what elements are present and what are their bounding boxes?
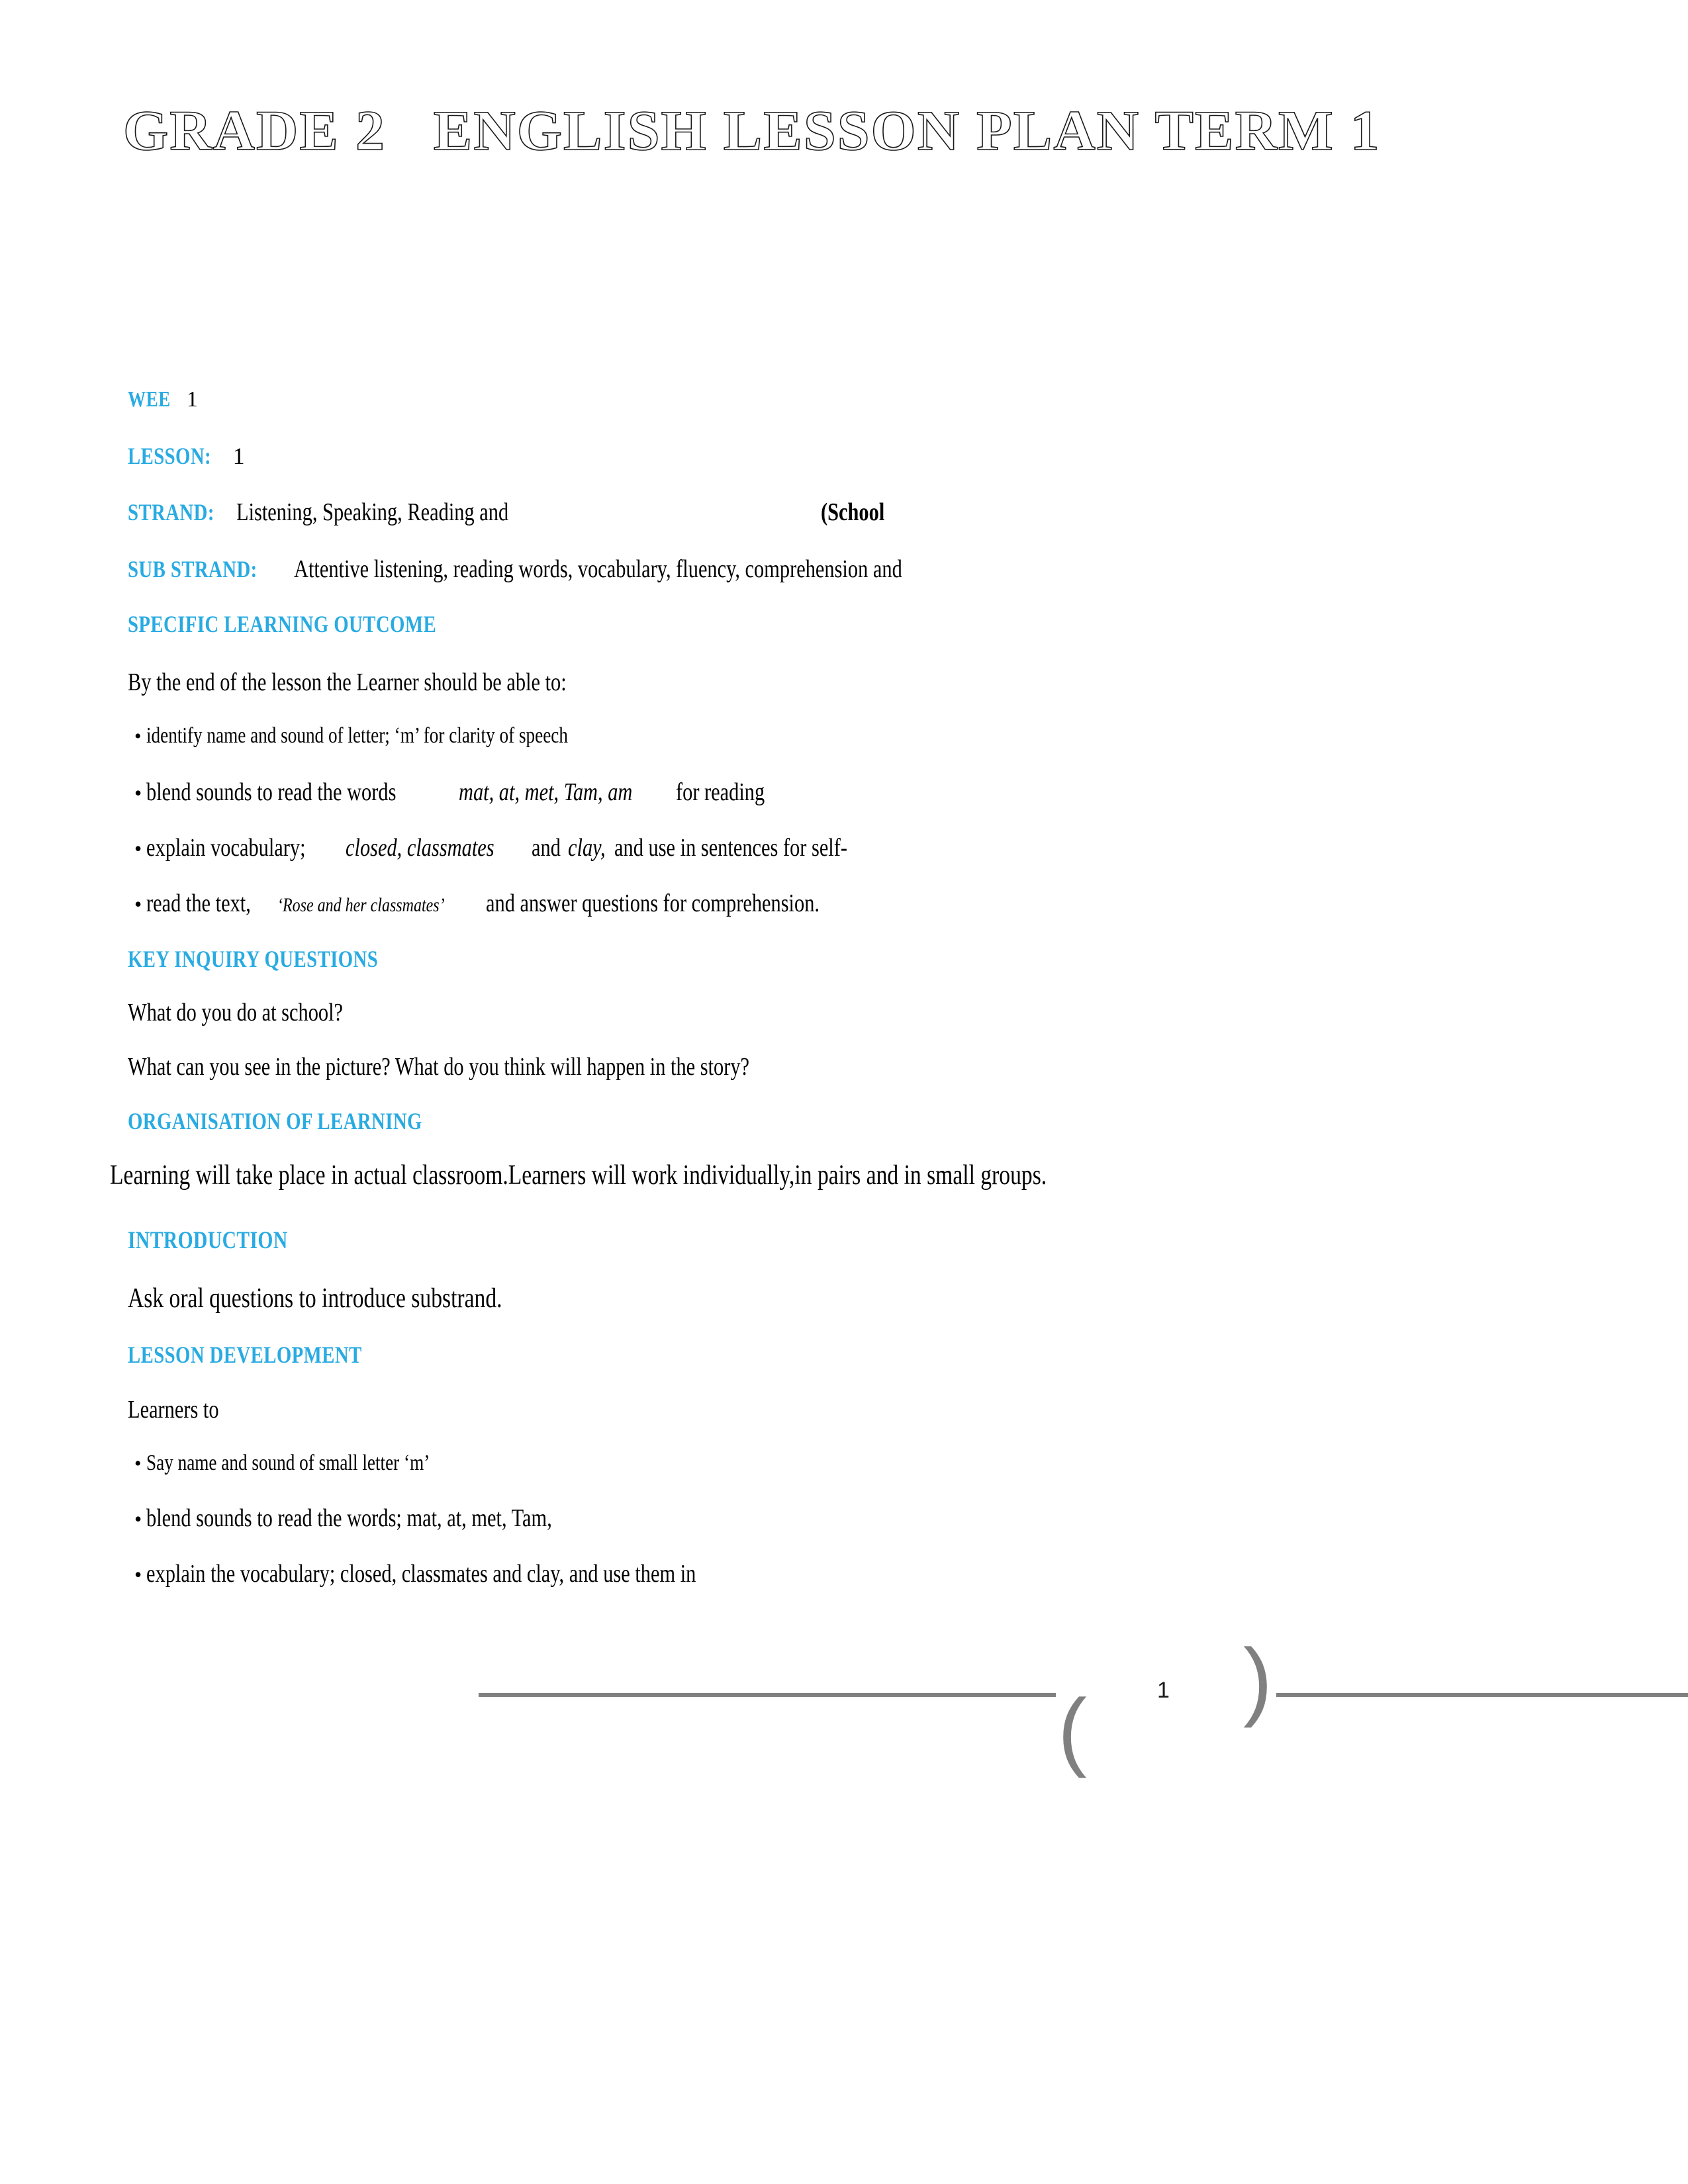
page-number: 1 (1157, 1678, 1170, 1703)
lesson-development-bullet-3 (134, 1559, 833, 1588)
substrand-value: Attentive listening, reading words, vocabulary, fluency, comprehension and (293, 555, 902, 583)
strand-row (128, 498, 576, 527)
strand-paren-row (821, 498, 900, 527)
outcome-bullet-3-part-2: closed, classmates (345, 834, 494, 862)
outcome-intro (128, 668, 676, 697)
lesson-development-bullet-1-text: Say name and sound of small letter ‘m’ (146, 1451, 430, 1475)
outcome-intro-text: By the end of the lesson the Learner should be able to: (128, 668, 567, 696)
specific-learning-outcome-label: SPECIFIC LEARNING OUTCOME (128, 611, 437, 637)
bullet-dot-icon: • (134, 1507, 142, 1531)
substrand-row (128, 555, 1054, 584)
lesson-development-bullet-3-text: explain the vocabulary; closed, classmates and clay, and use them in (146, 1560, 696, 1588)
outcome-bullet-3-part-4: clay, (567, 834, 606, 862)
key-inquiry-label: KEY INQUIRY QUESTIONS (128, 946, 379, 972)
organisation-label: ORGANISATION OF LEARNING (128, 1108, 422, 1134)
lesson-value: 1 (232, 443, 245, 469)
outcome-bullet-2-part-3: for reading (675, 778, 765, 806)
specific-learning-outcome-heading (128, 610, 514, 638)
outcome-bullet-4 (134, 889, 903, 918)
strand-school-note: (School (821, 498, 885, 526)
introduction-label: INTRODUCTION (128, 1227, 288, 1254)
outcome-bullet-2-part-1: blend sounds to read the words (146, 778, 397, 806)
bullet-dot-icon: • (134, 725, 142, 747)
outcome-bullet-4-part-3: and answer questions for comprehension. (486, 889, 820, 917)
introduction-text-value: Ask oral questions to introduce substrand. (128, 1283, 502, 1314)
outcome-bullet-3-part-1: explain vocabulary; (146, 834, 306, 862)
introduction-heading (128, 1226, 328, 1255)
footer-bracket-right: ) (1243, 1631, 1272, 1728)
organisation-text (110, 1160, 1281, 1191)
lesson-development-intro-text: Learners to (128, 1396, 219, 1424)
key-inquiry-question-1-text: What do you do at school? (128, 999, 344, 1026)
footer-rule-left (479, 1693, 1056, 1697)
footer-bracket-left: ( (1058, 1681, 1087, 1778)
bullet-dot-icon: • (134, 892, 142, 916)
lesson-label: LESSON: (128, 443, 212, 469)
outcome-bullet-2 (134, 778, 787, 807)
outcome-bullet-3-part-3: and (531, 834, 561, 862)
lesson-row (128, 442, 245, 470)
organisation-text-value: Learning will take place in actual classroom.Learners will work individually,in pairs and in small groups. (110, 1160, 1047, 1191)
key-inquiry-question-1 (128, 998, 397, 1027)
strand-label: STRAND: (128, 499, 214, 525)
footer-rule-right (1276, 1693, 1688, 1697)
outcome-bullet-1-text: identify name and sound of letter; ‘m’ for clarity of speech (146, 723, 568, 748)
organisation-heading (128, 1107, 496, 1135)
outcome-bullet-2-part-2: mat, at, met, Tam, am (458, 778, 633, 806)
bullet-dot-icon: • (134, 781, 142, 805)
outcome-bullet-3 (134, 833, 906, 862)
substrand-label: SUB STRAND: (128, 556, 258, 582)
lesson-development-label: LESSON DEVELOPMENT (128, 1342, 362, 1368)
outcome-bullet-4-part-1: read the text, (146, 889, 252, 917)
week-value: 1 (186, 387, 198, 412)
lesson-development-bullet-2 (134, 1504, 653, 1533)
outcome-bullet-3-part-5: and use in sentences for self- (614, 834, 848, 862)
lesson-development-heading (128, 1341, 420, 1369)
bullet-dot-icon: • (134, 1453, 142, 1475)
lesson-development-bullet-2-text: blend sounds to read the words; mat, at, met, Tam, (146, 1504, 553, 1532)
key-inquiry-question-2 (128, 1052, 905, 1081)
introduction-text (128, 1283, 596, 1314)
key-inquiry-question-2-text: What can you see in the picture? What do you think will happen in the story? (128, 1053, 750, 1081)
outcome-bullet-1 (134, 723, 673, 749)
lesson-development-bullet-1 (134, 1451, 500, 1476)
week-row (128, 387, 198, 412)
page-title: GRADE 2 ENGLISH LESSON PLAN TERM 1 (123, 99, 1381, 162)
strand-value: Listening, Speaking, Reading and (236, 498, 508, 526)
bullet-dot-icon: • (134, 837, 142, 860)
outcome-bullet-4-part-2: ‘Rose and her classmates’ (277, 894, 445, 916)
bullet-dot-icon: • (134, 1563, 142, 1586)
lesson-development-intro (128, 1395, 242, 1424)
week-label: WEE (128, 387, 171, 412)
key-inquiry-heading (128, 945, 441, 973)
